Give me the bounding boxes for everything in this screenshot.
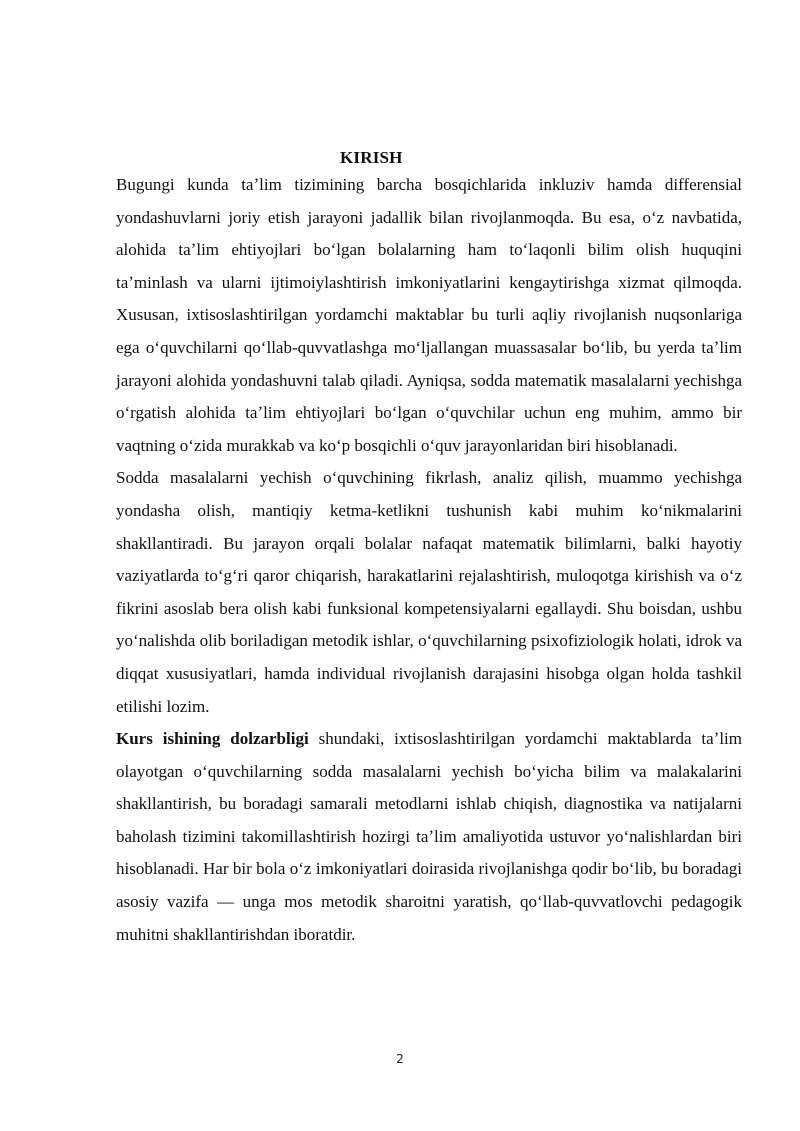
paragraph-text: shundaki, ixtisoslashtirilgan yordamchi maktablarda taʼlim olayotgan oʻquvchilarning sodda masalalarni yechish boʻyicha bilim va malakalarini shakllantirish, bu boradagi samarali metodlarni ishlab chiqish, diagnostika va natijalarni baholash tizimini takomillashtirish hozirgi taʼlim amaliyotida ustuvor yoʻnalishlardan biri hisoblanadi. Har bir bola oʻz imkoniyatlari doirasida rivojlanishga qodir boʻlib, bu boradagi asosiy vazifa — unga mos metodik sharoitni yaratish, qoʻllab-quvvatlovchi pedagogik muhitni shakllantirishdan iboratdir. — [116, 729, 743, 944]
paragraph-text: Bugungi kunda taʼlim tizimining barcha bosqichlarida inkluziv hamda differensial yondashuvlarni joriy etish jarayoni jadallik bilan rivojlanmoqda. Bu esa, oʻz navbatida, alohida taʼlim ehtiyojlari boʻlgan bolalarning ham toʻlaqonli bilim olish huquqini taʼminlash va ularni ijtimoiylashtirish imkoniyatlarini kengaytirishga xizmat qilmoqda. Xususan, ixtisoslashtirilgan yordamchi maktablar bu turli aqliy rivojlanish nuqsonlariga ega oʻquvchilarni qoʻllab-quvvatlashga moʻljallangan muassasalar boʻlib, bu yerda taʼlim jarayoni alohida yondashuvni talab qiladi. Ayniqsa, sodda matematik masalalarni yechishga oʻrgatish alohida taʼlim ehtiyojlari boʻlgan oʻquvchilar uchun eng muhim, ammo bir vaqtning oʻzida murakkab va koʻp bosqichli oʻquv jarayonlaridan biri hisoblanadi. — [116, 175, 742, 455]
section-heading: KIRISH — [340, 148, 403, 167]
page-number: 2 — [396, 1052, 404, 1066]
paragraph-skills — [116, 462, 742, 723]
paragraph-relevance — [116, 723, 742, 951]
paragraph-intro — [116, 169, 742, 462]
paragraph-text: Sodda masalalarni yechish oʻquvchining fikrlash, analiz qilish, muammo yechishga yondasha olish, mantiqiy ketma-ketlikni tushunish kabi muhim koʻnikmalarini shakllantiradi. Bu jarayon orqali bolalar nafaqat matematik bilimlarni, balki hayotiy vaziyatlarda toʻgʻri qaror chiqarish, harakatlarini rejalashtirish, muloqotga kirishish va oʻz fikrini asoslab bera olish kabi funksional kompetensiyalarni egallaydi. Shu boisdan, ushbu yoʻnalishda olib boriladigan metodik ishlar, oʻquvchilarning psixofiziologik holati, idrok va diqqat xususiyatlari, hamda individual rivojlanish darajasini hisobga olgan holda tashkil etilishi lozim. — [116, 468, 742, 716]
paragraph-lead-relevance: Kurs ishining dolzarbligi — [116, 729, 309, 749]
page-content — [116, 147, 742, 951]
